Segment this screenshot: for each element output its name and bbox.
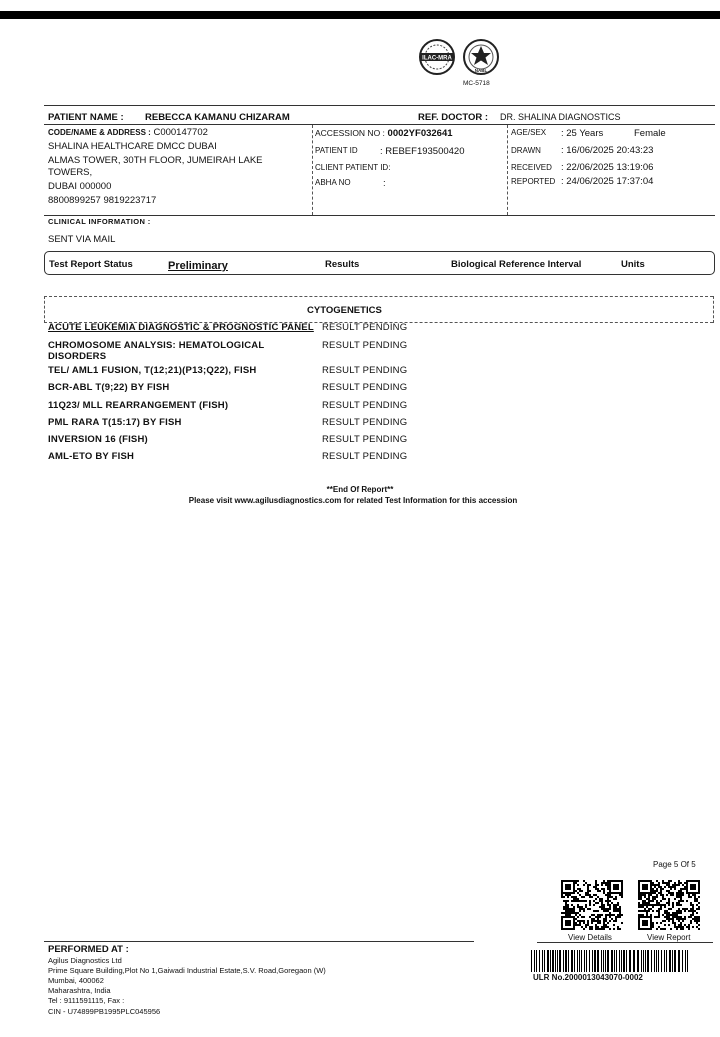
- performed-line: Prime Square Building,Plot No 1,Gaiwadi Industrial Estate,S.V. Road,Goregaon (W): [48, 966, 326, 975]
- section-title: CYTOGENETICS: [307, 305, 382, 316]
- test-name: INVERSION 16 (FISH): [48, 434, 148, 445]
- reported-label: REPORTED: [511, 177, 556, 186]
- test-name: TEL/ AML1 FUSION, T(12;21)(P13;Q22), FISH: [48, 365, 257, 376]
- patient-name: REBECCA KAMANU CHIZARAM: [145, 112, 290, 123]
- accreditation-code: MC-5718: [463, 80, 490, 87]
- performed-rule: [44, 941, 474, 942]
- performed-line: Agilus Diagnostics Ltd: [48, 956, 122, 965]
- top-bar: [0, 11, 720, 19]
- drawn-label: DRAWN: [511, 146, 541, 155]
- performed-line: CIN - U74899PB1995PLC045956: [48, 1007, 161, 1016]
- client-patient-id-label: CLIENT PATIENT ID:: [315, 163, 391, 172]
- test-result: RESULT PENDING: [322, 322, 408, 333]
- performed-line: Mumbai, 400062: [48, 976, 104, 985]
- test-result: RESULT PENDING: [322, 451, 408, 462]
- test-result: RESULT PENDING: [322, 434, 408, 445]
- accession-row: [315, 128, 453, 139]
- patient-code: C000147702: [153, 127, 208, 138]
- drawn-date: : 16/06/2025 20:43:23: [561, 145, 654, 156]
- reported-date: : 24/06/2025 17:37:04: [561, 176, 654, 187]
- patient-id: : REBEF193500420: [380, 146, 465, 157]
- test-result: RESULT PENDING: [322, 382, 408, 393]
- section-right-rule: [713, 296, 714, 323]
- clinical-value: SENT VIA MAIL: [48, 234, 116, 245]
- test-result: RESULT PENDING: [322, 340, 408, 351]
- results-header: [44, 251, 715, 275]
- code-block: [48, 127, 208, 138]
- performed-line: Tel : 9111591115, Fax :: [48, 996, 125, 1005]
- accession-no: 0002YF032641: [387, 128, 453, 139]
- address-line-3: TOWERS,: [48, 167, 93, 178]
- test-name: ACUTE LEUKEMIA DIAGNOSTIC & PROGNOSTIC PANEL: [48, 322, 314, 333]
- address-line-2: ALMAS TOWER, 30TH FLOOR, JUMEIRAH LAKE: [48, 155, 263, 166]
- test-name: BCR-ABL T(9;22) BY FISH: [48, 382, 170, 393]
- test-name-cont: DISORDERS: [48, 351, 107, 362]
- abha-value: :: [383, 178, 386, 189]
- section-left-rule: [44, 296, 45, 323]
- ref-doctor-label: REF. DOCTOR :: [418, 112, 489, 123]
- sex: Female: [634, 128, 666, 139]
- section-top-rule: [44, 296, 713, 297]
- received-date: : 22/06/2025 13:19:06: [561, 162, 654, 173]
- received-label: RECEIVED: [511, 163, 552, 172]
- results-col-header: Results: [325, 259, 360, 270]
- clinical-label: CLINICAL INFORMATION :: [48, 217, 151, 226]
- address-line-4: DUBAI 000000: [48, 181, 112, 192]
- test-result: RESULT PENDING: [322, 400, 408, 411]
- ilac-logo-text: ILAC-MRA: [422, 55, 452, 62]
- code-label: CODE/NAME & ADDRESS :: [48, 128, 151, 137]
- units-col-header: Units: [621, 259, 645, 270]
- nabl-logo: [462, 38, 500, 76]
- test-result: RESULT PENDING: [322, 365, 408, 376]
- nabl-logo-text: NABL: [474, 68, 488, 73]
- patient-id-label: PATIENT ID: [315, 146, 358, 155]
- col-divider-1: [312, 125, 313, 215]
- visit-note: Please visit www.agilusdiagnostics.com for related Test Information for this accession: [188, 496, 518, 505]
- test-name: 11Q23/ MLL REARRANGEMENT (FISH): [48, 400, 229, 411]
- bio-ref-col-header: Biological Reference Interval: [451, 259, 582, 270]
- age: : 25 Years: [561, 128, 604, 139]
- accession-label: ACCESSION NO :: [315, 128, 385, 138]
- address-line-1: SHALINA HEALTHCARE DMCC DUBAI: [48, 141, 217, 152]
- status-label: Test Report Status: [49, 259, 133, 270]
- patient-name-label: PATIENT NAME :: [48, 112, 124, 123]
- view-report-link[interactable]: View Report: [647, 933, 691, 942]
- header-rule: [44, 105, 715, 106]
- page-number: Page 5 Of 5: [653, 860, 696, 869]
- test-name: PML RARA T(15:17) BY FISH: [48, 417, 182, 428]
- test-result: RESULT PENDING: [322, 417, 408, 428]
- performed-label: PERFORMED AT :: [48, 944, 129, 955]
- ref-doctor: DR. SHALINA DIAGNOSTICS: [500, 112, 621, 122]
- qr-report-icon[interactable]: [638, 880, 700, 930]
- end-of-report: **End Of Report**: [326, 485, 394, 494]
- test-name: AML-ETO BY FISH: [48, 451, 135, 462]
- age-sex-label: AGE/SEX: [511, 128, 547, 137]
- performed-line: Maharashtra, India: [48, 986, 111, 995]
- qr-details-icon[interactable]: [561, 880, 623, 930]
- info-rule: [44, 215, 715, 216]
- status-value: Preliminary: [168, 260, 228, 272]
- address-line-5: 8800899257 9819223717: [48, 195, 157, 206]
- test-name: CHROMOSOME ANALYSIS: HEMATOLOGICAL: [48, 340, 265, 351]
- patient-rule: [44, 124, 715, 125]
- abha-label: ABHA NO: [315, 178, 351, 187]
- qr-rule: [537, 942, 713, 943]
- ulr-number: ULR No.2000013043070-0002: [533, 973, 643, 982]
- col-divider-2: [507, 125, 508, 215]
- view-details-link[interactable]: View Details: [568, 933, 612, 942]
- ilac-logo: [418, 38, 456, 76]
- barcode-icon: [531, 950, 691, 972]
